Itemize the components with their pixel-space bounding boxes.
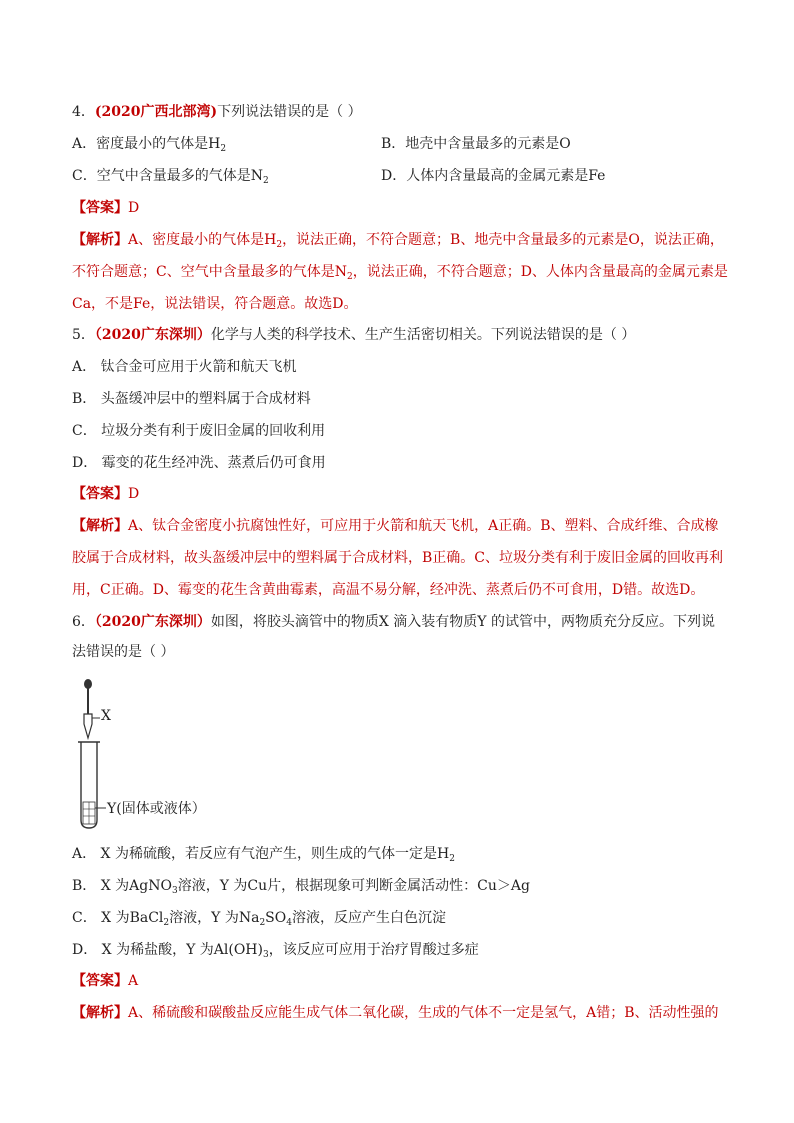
q6-option-b (72, 876, 530, 901)
subscript: 2 (220, 144, 227, 154)
answer-value: A (128, 973, 139, 989)
q4-stem-text: 下列说法错误的是（ ） (217, 104, 362, 120)
subscript: 2 (262, 176, 269, 186)
q6-option-d-text: ，该反应可应用于治疗胃酸过多症 (268, 942, 479, 958)
explanation-label: 【解析】 (72, 1005, 128, 1021)
q4-number: 4． (72, 104, 95, 120)
q4-answer (72, 198, 139, 218)
answer-label: 【答案】 (72, 200, 128, 216)
q4-explanation-line2 (72, 262, 728, 287)
answer-value: D (128, 486, 140, 502)
q6-option-c-text: C． X 为BaCl (72, 910, 164, 926)
q6-option-c-text: 溶液，反应产生白色沉淀 (291, 910, 446, 926)
q5-option-b: B． 头盔缓冲层中的塑料属于合成材料 (72, 391, 311, 407)
q4-source: (2020广西北部湾) (94, 104, 218, 120)
subscript: 2 (449, 854, 455, 864)
q6-option-c-text: 溶液，Y 为Na (169, 910, 260, 926)
q6-option-d-text: D． X 为稀盐酸，Y 为Al(OH) (72, 942, 263, 958)
q6-option-b-text: B． X 为AgNO (72, 878, 172, 894)
q5-answer (72, 484, 139, 504)
explanation-text: Ca，不是Fe，说法错误，符合题意。故选D。 (72, 296, 358, 312)
q6-stem-line2: 法错误的是（ ） (72, 644, 175, 660)
q5-explanation-line1 (72, 516, 719, 536)
q6-number: 6． (72, 614, 95, 630)
subscript: 3 (171, 886, 178, 896)
q4-option-d-text: D．人体内含量最高的金属元素是Fe (381, 168, 606, 184)
q6-stem-line1 (72, 612, 715, 632)
q5-explanation-line3: 用，C正确。D、霉变的花生含黄曲霉素，高温不易分解，经冲洗、蒸煮后仍不可食用，D错。故选D。 (72, 582, 705, 598)
explanation-text: 不符合题意；C、空气中含量最多的气体是N (72, 264, 347, 280)
q4-option-b (381, 134, 571, 154)
explanation-text: ，说法正确，不符合题意；B、地壳中含量最多的元素是O，说法正确， (282, 232, 724, 248)
q4-option-d (381, 166, 605, 186)
q6-option-c (72, 908, 446, 933)
q4-option-b-text: B．地壳中含量最多的元素是O (381, 136, 571, 152)
q6-option-d (72, 940, 479, 965)
q5-stem-text: 化学与人类的科学技术、生产生活密切相关。下列说法错误的是（ ） (210, 327, 636, 343)
explanation-text: A、密度最小的气体是H (128, 232, 277, 248)
q4-option-a-text: A．密度最小的气体是H (72, 136, 221, 152)
q6-option-b-text: 溶液，Y 为Cu片，根据现象可判断金属活动性：Cu＞Ag (177, 878, 530, 894)
dropper-bulb (84, 679, 92, 689)
q5-explanation-line2: 胶属于合成材料，故头盔缓冲层中的塑料属于合成材料，B正确。C、垃圾分类有利于废旧金属的回收再利 (72, 550, 723, 566)
label-x: X (101, 708, 111, 724)
explanation-text: A、钛合金密度小抗腐蚀性好，可应用于火箭和航天飞机，A正确。B、塑料、合成纤维、合成橡 (128, 518, 719, 534)
q6-answer (72, 971, 138, 991)
explanation-label: 【解析】 (72, 518, 128, 534)
explanation-text: A、稀硫酸和碳酸盐反应能生成气体二氧化碳，生成的气体不一定是氢气，A错；B、活动性强的 (128, 1005, 719, 1021)
q4-stem (72, 102, 362, 122)
dropper-body (84, 714, 92, 738)
dropper-test-tube-diagram (70, 676, 290, 836)
subscript: 2 (259, 918, 266, 928)
q4-option-c-text: C．空气中含量最多的气体是N (72, 168, 263, 184)
q6-stem-text: 如图，将胶头滴管中的物质X 滴入装有物质Y 的试管中，两物质充分反应。下列说 (210, 614, 715, 630)
q4-explanation-line1 (72, 230, 724, 255)
explanation-label: 【解析】 (72, 232, 128, 248)
q4-option-a (72, 134, 226, 159)
q4-explanation-line3 (72, 294, 358, 314)
q6-option-a-text: A． X 为稀硫酸，若反应有气泡产生，则生成的气体一定是H (72, 846, 450, 862)
answer-value: D (128, 200, 140, 216)
answer-label: 【答案】 (72, 973, 128, 989)
subscript: 2 (346, 272, 353, 282)
q5-option-d: D． 霉变的花生经冲洗、蒸煮后仍可食用 (72, 455, 326, 471)
q5-stem (72, 325, 635, 345)
subscript: 4 (286, 918, 292, 928)
q6-option-a (72, 844, 455, 869)
q5-source: （2020广东深圳） (94, 327, 211, 343)
subscript: 2 (163, 918, 170, 928)
answer-label: 【答案】 (72, 486, 128, 502)
q4-option-c (72, 166, 269, 191)
explanation-text: ，说法正确，不符合题意；D、人体内含量最高的金属元素是 (352, 264, 728, 280)
q6-option-c-text: SO (265, 910, 287, 926)
q6-explanation-line1 (72, 1003, 719, 1023)
subscript: 3 (262, 950, 269, 960)
q5-number: 5． (72, 327, 95, 343)
q5-option-a: A． 钛合金可应用于火箭和航天飞机 (72, 359, 297, 375)
label-y: Y(固体或液体） (107, 801, 206, 817)
subscript: 2 (276, 240, 283, 250)
q5-option-c: C． 垃圾分类有利于废旧金属的回收利用 (72, 423, 326, 439)
q6-source: （2020广东深圳） (94, 614, 211, 630)
